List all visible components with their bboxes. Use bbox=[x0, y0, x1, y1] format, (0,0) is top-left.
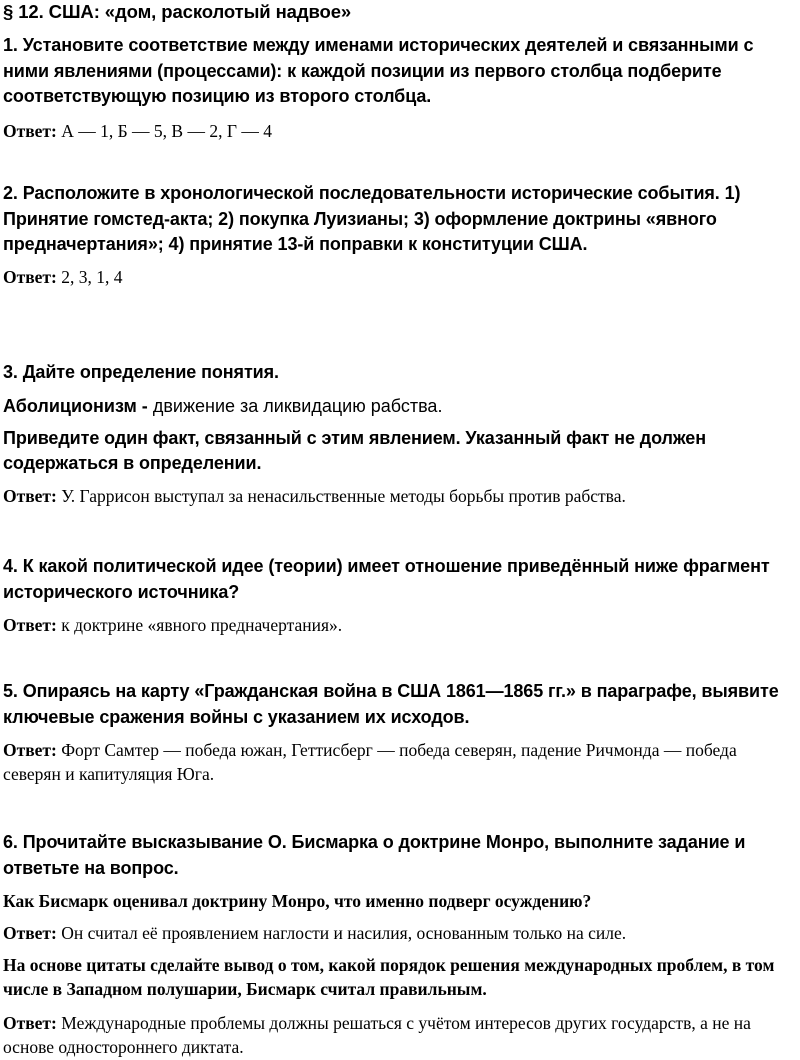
task-3-question: 3. Дайте определение понятия. bbox=[3, 362, 279, 382]
task-4-answer-text: к доктрине «явного предначертания». bbox=[61, 615, 343, 635]
page-title: § 12. США: «дом, расколотый надвое» bbox=[3, 1, 352, 22]
answer-label: Ответ: bbox=[3, 485, 57, 506]
task-3-followup: Приведите один факт, связанный с этим явлением. Указанный факт не должен содержаться в определении. bbox=[3, 427, 706, 473]
answer-label: Ответ: bbox=[3, 923, 57, 943]
task-1-answer-text: А — 1, Б — 5, В — 2, Г — 4 bbox=[61, 120, 272, 141]
task-6-answer-1 bbox=[3, 921, 798, 945]
task-6-question: 6. Прочитайте высказывание О. Бисмарка о доктрине Монро, выполните задание и ответьте на вопрос. bbox=[3, 832, 746, 878]
task-3-term: Аболиционизм - bbox=[3, 395, 148, 416]
task-4-question: 4. К какой политической идее (теории) имеет отношение приведённый ниже фрагмент исторического источника? bbox=[3, 556, 770, 602]
answer-label: Ответ: bbox=[3, 740, 57, 760]
task-6-answer-2-text: Международные проблемы должны решаться с учётом интересов других государств, а не на основе одностороннего диктата. bbox=[3, 1013, 751, 1057]
task-6-answer-1-text: Он считал её проявлением наглости и насилия, основанным только на силе. bbox=[61, 923, 627, 943]
task-3-definition-text: движение за ликвидацию рабства. bbox=[152, 395, 443, 416]
task-6-answer-2 bbox=[3, 1011, 798, 1059]
task-5 bbox=[3, 679, 798, 786]
answer-label: Ответ: bbox=[3, 1013, 57, 1033]
task-1-answer bbox=[3, 119, 798, 143]
task-4-answer bbox=[3, 613, 798, 637]
task-2-answer-text: 2, 3, 1, 4 bbox=[61, 266, 123, 287]
task-3-definition bbox=[3, 394, 798, 419]
task-6 bbox=[3, 830, 798, 1059]
task-3-answer-text: У. Гаррисон выступал за ненасильственные методы борьбы против рабства. bbox=[61, 485, 626, 506]
task-2-question: 2. Расположите в хронологической последовательности исторические события. 1) Принятие гомстед-акта; 2) покупка Луизианы; 3) оформление доктрины «явного предначертания»; 4) принятие 13-й поправки к конституции США. bbox=[3, 183, 741, 254]
task-1-question: 1. Установите соответствие между именами исторических деятелей и связанными с ними явлениями (процессами): к каждой позиции из первого столбца подберите соответствующую позицию из второго столбца. bbox=[3, 35, 754, 106]
task-3-answer bbox=[3, 484, 798, 508]
task-6-subquestion-1: Как Бисмарк оценивал доктрину Монро, что именно подверг осуждению? bbox=[3, 891, 592, 911]
answer-label: Ответ: bbox=[3, 266, 57, 287]
task-2-answer bbox=[3, 265, 798, 289]
task-5-answer bbox=[3, 738, 798, 786]
task-3 bbox=[3, 360, 798, 508]
task-2 bbox=[3, 181, 798, 289]
task-5-answer-text: Форт Самтер — победа южан, Геттисберг — победа северян, падение Ричмонда — победа северян и капитуляция Юга. bbox=[3, 740, 737, 784]
answer-label: Ответ: bbox=[3, 120, 57, 141]
task-1 bbox=[3, 33, 798, 143]
task-6-subquestion-2: На основе цитаты сделайте вывод о том, какой порядок решения международных проблем, в том числе в Западном полушарии, Бисмарк считал правильным. bbox=[3, 955, 775, 999]
task-4 bbox=[3, 554, 798, 637]
task-5-question: 5. Опираясь на карту «Гражданская война в США 1861—1865 гг.» в параграфе, выявите ключевые сражения войны с указанием их исходов. bbox=[3, 681, 779, 727]
answer-label: Ответ: bbox=[3, 615, 57, 635]
